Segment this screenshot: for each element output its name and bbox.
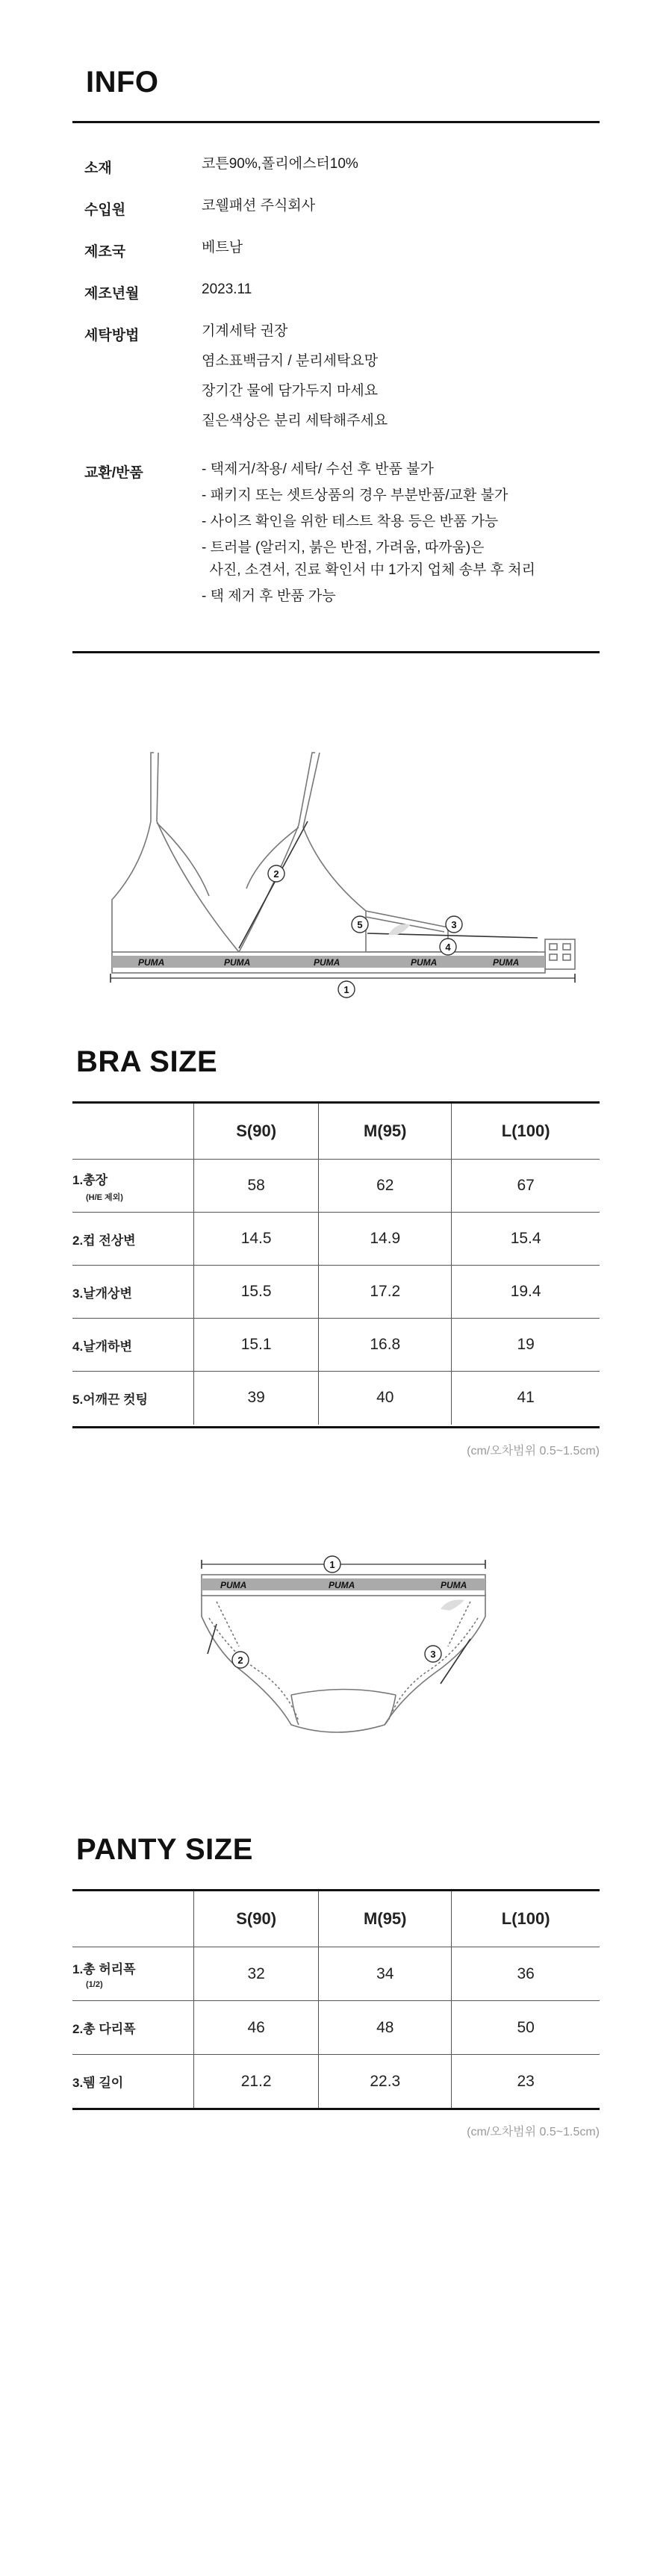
table-cell: 67 <box>452 1160 600 1213</box>
info-key: 제조년월 <box>84 286 140 302</box>
table-cell: 62 <box>319 1160 452 1213</box>
info-value: 사진, 소견서, 진료 확인서 中 1가지 업체 송부 후 처리 <box>202 562 535 578</box>
table-cell: 15.4 <box>452 1213 600 1266</box>
table-cell: 40 <box>319 1372 452 1425</box>
table-header-cell: L(100) <box>452 1891 600 1947</box>
info-value: - 트러블 (알러지, 붉은 반점, 가려움, 따까움)은 <box>202 540 485 556</box>
info-title: INFO <box>86 66 159 99</box>
row-label: 1.총장 (H/E 제외) <box>72 1160 194 1213</box>
row-label: 2.컵 전상변 <box>72 1213 194 1266</box>
info-value: - 택제거/착용/ 세탁/ 수선 후 반품 불가 <box>202 461 434 477</box>
bra-size-table <box>72 1104 600 1425</box>
row-label: 2.총 다리폭 <box>72 2001 194 2055</box>
info-bottom-rule <box>72 651 600 653</box>
table-cell: 32 <box>194 1947 319 2001</box>
table-cell: 17.2 <box>319 1266 452 1319</box>
table-cell: 48 <box>319 2001 452 2055</box>
table-header-cell: M(95) <box>319 1891 452 1947</box>
row-label: 3.뒘 길이 <box>72 2076 124 2091</box>
table-cell: 14.9 <box>319 1213 452 1266</box>
marker-label: 1 <box>343 984 349 995</box>
panty-size-title: PANTY SIZE <box>76 1833 253 1866</box>
puma-logo-icon <box>441 1600 464 1611</box>
band-brand-text: PUMA <box>314 957 340 968</box>
band-brand-text: PUMA <box>224 957 251 968</box>
table-cell: 22.3 <box>319 2055 452 2109</box>
table-cell: 41 <box>452 1372 600 1425</box>
table-header-row <box>72 1891 600 1947</box>
table-row <box>72 1372 600 1425</box>
band-brand-text: PUMA <box>493 957 520 968</box>
table-header-cell: M(95) <box>319 1104 452 1160</box>
table-header-row <box>72 1104 600 1160</box>
info-value: 기계세탁 권장 <box>202 323 288 339</box>
table-row <box>72 2055 600 2109</box>
info-value: 2023.11 <box>202 281 252 297</box>
info-value: 염소표백금지 / 분리세탁요망 <box>202 353 379 369</box>
marker-label: 3 <box>451 919 457 930</box>
info-key: 소재 <box>84 161 112 176</box>
table-cell: 16.8 <box>319 1319 452 1372</box>
table-row <box>72 2001 600 2055</box>
table-cell: 14.5 <box>194 1213 319 1266</box>
table-header-cell: S(90) <box>194 1104 319 1160</box>
info-value: - 사이즈 확인을 위한 테스트 착용 등은 반품 가능 <box>202 514 499 529</box>
band-brand-text: PUMA <box>138 957 165 968</box>
panty-size-table <box>72 1891 600 2109</box>
table-row <box>72 1947 600 2001</box>
table-cell: 34 <box>319 1947 452 2001</box>
table-cell: 19.4 <box>452 1266 600 1319</box>
table-cell: 21.2 <box>194 2055 319 2109</box>
bra-table-bottom-rule <box>72 1426 600 1428</box>
table-header-cell: L(100) <box>452 1104 600 1160</box>
marker-label: 2 <box>273 868 279 880</box>
row-label: 4.날개하변 <box>72 1319 194 1372</box>
info-value: 짙은색상은 분리 세탁해주세요 <box>202 413 388 429</box>
table-cell: 58 <box>194 1160 319 1213</box>
row-label: 5.어깨끈 컷팅 <box>72 1392 149 1407</box>
table-row <box>72 1160 600 1213</box>
info-value: 장기간 물에 담가두지 마세요 <box>202 383 379 399</box>
bra-size-title: BRA SIZE <box>76 1045 218 1078</box>
marker-label: 3 <box>430 1649 436 1660</box>
table-cell: 50 <box>452 2001 600 2055</box>
info-top-rule <box>72 121 600 123</box>
bra-diagram <box>97 739 605 1015</box>
table-row <box>72 1266 600 1319</box>
band-brand-text: PUMA <box>329 1580 355 1590</box>
panty-diagram <box>187 1542 500 1758</box>
info-value: - 택 제거 후 반품 가능 <box>202 588 336 604</box>
band-brand-text: PUMA <box>220 1580 247 1590</box>
bra-size-note: (cm/오차범위 0.5~1.5cm) <box>467 1445 600 1457</box>
table-cell: 15.5 <box>194 1266 319 1319</box>
table-header-cell: S(90) <box>194 1891 319 1947</box>
panty-size-note: (cm/오차범위 0.5~1.5cm) <box>467 2126 600 2138</box>
table-cell: 36 <box>452 1947 600 2001</box>
info-key: 제조국 <box>84 244 126 260</box>
info-key: 교환/반품 <box>84 465 143 481</box>
puma-logo-icon <box>388 924 411 935</box>
band-brand-text: PUMA <box>441 1580 467 1590</box>
marker-label: 1 <box>329 1559 335 1570</box>
row-label: 1.총 허리폭 (1/2) <box>72 1947 194 2001</box>
marker-label: 5 <box>357 919 363 930</box>
marker-label: 2 <box>237 1655 243 1666</box>
info-value: - 패키지 또는 셋트상품의 경우 부분반품/교환 불가 <box>202 488 508 503</box>
marker-label: 4 <box>445 942 451 953</box>
table-header-cell <box>72 1104 194 1160</box>
row-label: 3.날개상변 <box>72 1266 194 1319</box>
info-key: 수입원 <box>84 202 126 218</box>
info-value: 코튼90%,폴리에스터10% <box>202 156 358 172</box>
table-cell: 23 <box>452 2055 600 2109</box>
table-cell: 46 <box>194 2001 319 2055</box>
table-cell: 15.1 <box>194 1319 319 1372</box>
info-key: 세탁방법 <box>84 328 140 343</box>
info-value: 베트남 <box>202 240 243 255</box>
table-row <box>72 1319 600 1372</box>
table-cell: 19 <box>452 1319 600 1372</box>
info-value: 코웰패션 주식회사 <box>202 198 316 214</box>
table-cell: 39 <box>194 1372 319 1425</box>
table-header-cell <box>72 1891 194 1947</box>
band-brand-text: PUMA <box>411 957 438 968</box>
panty-table-bottom-rule <box>72 2108 600 2110</box>
table-row <box>72 1213 600 1266</box>
